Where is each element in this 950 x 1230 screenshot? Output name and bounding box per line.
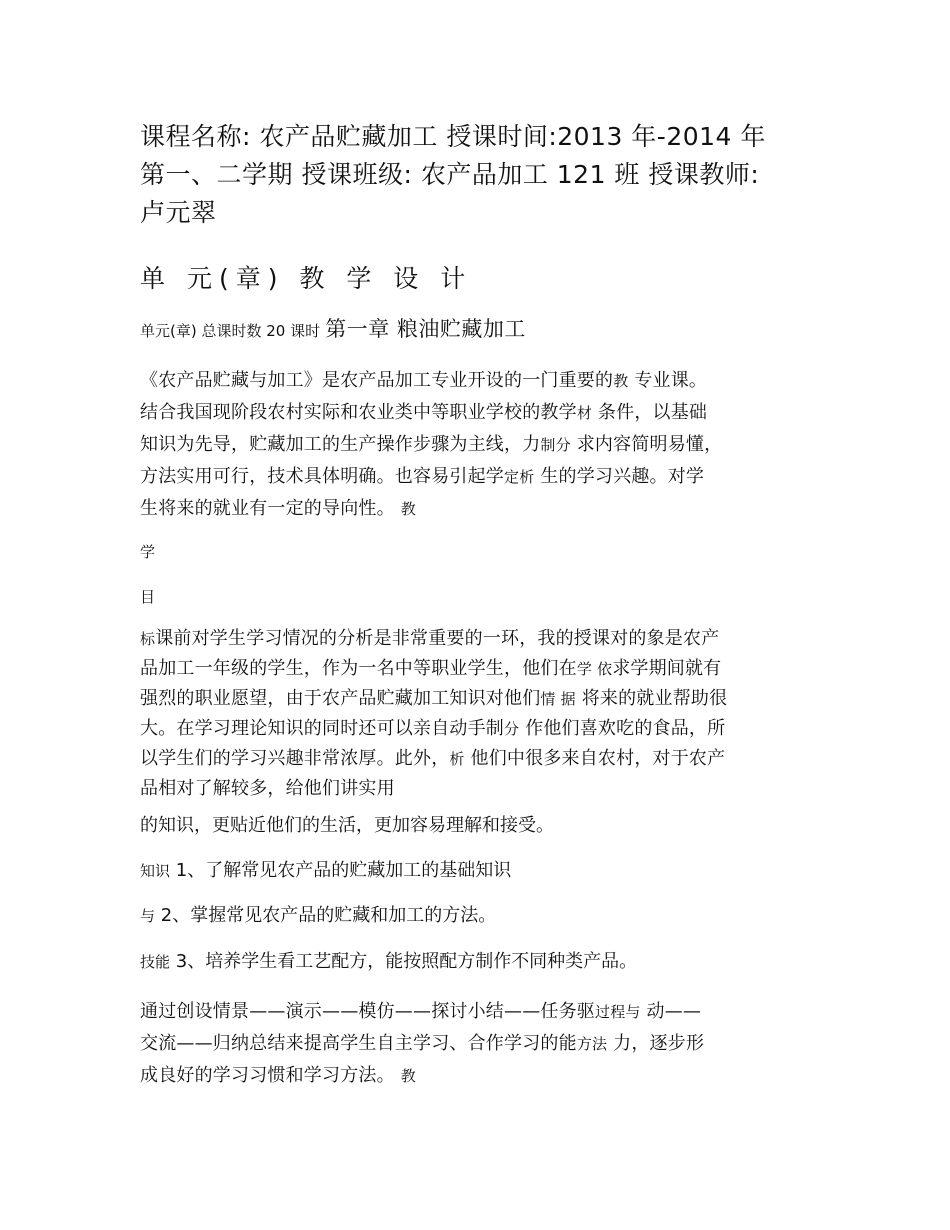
analysis-line-4 [140,714,820,744]
analysis-text: 大。在学习理论知识的同时还可以亲自动手制 [140,718,504,739]
intro-text: 方法实用可行，技术具体明确。也容易引起学 [140,466,504,487]
intro-text: 生的学习兴趣。对学 [534,466,705,487]
intro-text: 条件，以基础 [592,402,708,423]
process-text: 成良好的学习习惯和学习方法。 [140,1065,401,1086]
side-label: 标 [140,630,156,648]
intro-text: 结合我国现阶段农村实际和农业类中等职业学校的教学 [140,402,577,423]
intro-line-1 [140,365,820,397]
course-intro-paragraph [140,365,820,525]
header-line-2: 第一、二学期 授课班级: 农产品加工 121 班 授课教师: [140,160,760,189]
side-label: 过程与 [595,1003,641,1021]
side-label: 知识 [140,862,171,880]
objective-text: 2、掌握常见农产品的贮藏和加工的方法。 [155,905,497,926]
intro-text: 《农产品贮藏与加工》是农产品加工专业开设的一门重要的 [140,370,614,391]
analysis-text: 品相对了解较多，给他们讲实用 [140,778,395,799]
unit-hours-line [140,314,820,346]
header-line-3: 卢元翠 [140,198,217,227]
process-text: 交流——归纳总结来提高学生自主学习、合作学习的能 [140,1033,577,1054]
intro-line-2 [140,397,820,429]
analysis-text: 求学期间就有 [612,658,722,679]
intro-text: 求内容简明易懂， [570,434,723,455]
analysis-line-6 [140,774,820,803]
analysis-text: 强烈的职业愿望，由于农产品贮藏加工知识对他们 [140,688,541,709]
intro-text: 知识为先导，贮藏加工的生产操作步骤为主线，力 [140,434,541,455]
analysis-line-1 [140,624,820,654]
side-label: 技能 [140,953,171,971]
side-label: 学 依 [576,660,613,678]
objective-2 [140,902,820,930]
header-line-1: 课程名称: 农产品贮藏加工 授课时间:2013 年-2014 年 [140,122,766,151]
objective-1 [140,857,820,885]
unit-hours-label: 单元(章) 总课时数 20 课时 [140,322,321,340]
side-label: 分 [504,720,520,738]
side-label: 情 据 [540,690,576,708]
side-label-mu: 目 [140,588,156,606]
process-text: 力，逐步形 [607,1033,705,1054]
analysis-closing-line: 的知识，更贴近他们的生活，更加容易理解和接受。 [140,815,554,836]
objective-3 [140,948,820,976]
objective-text: 3、培养学生看工艺配方，能按照配方制作不同种类产品。 [170,951,638,972]
analysis-text: 作他们喜欢吃的食品，所 [519,718,726,739]
intro-text: 专业课。 [628,370,708,391]
analysis-line-3 [140,684,820,714]
side-label: 制分 [540,436,571,454]
intro-line-5 [140,493,820,525]
analysis-text: 以学生们的学习兴趣非常浓厚。此外， [140,748,450,769]
intro-text: 生将来的就业有一定的导向性。 [140,498,401,519]
process-line-1 [140,996,820,1028]
process-text: 通过创设情景——演示——模仿——探讨小结——任务驱 [140,1001,595,1022]
process-line-2 [140,1028,820,1060]
analysis-text: 课前对学生学习情况的分析是非常重要的一环，我的授课对的象是农产 [155,628,720,649]
side-label-xue: 学 [140,543,156,561]
intro-line-3 [140,429,820,461]
process-line-3 [140,1060,820,1092]
chapter-title: 第一章 粮油贮藏加工 [325,317,526,341]
side-label: 材 [576,404,593,422]
side-label: 与 [140,907,156,925]
student-analysis-paragraph [140,624,820,803]
analysis-text: 他们中很多来自农村，对于农产 [464,748,726,769]
analysis-text: 将来的就业帮助很 [575,688,728,709]
side-label: 教 [400,1067,416,1085]
intro-line-4 [140,461,820,493]
analysis-line-5 [140,744,820,774]
course-header [140,118,820,232]
analysis-line-2 [140,654,820,684]
side-label: 定析 [504,468,535,486]
process-text: 动—— [640,1001,702,1022]
unit-design-title: 单 元(章) 教 学 设 计 [140,264,473,293]
process-method-paragraph [140,996,820,1092]
objective-text: 1、了解常见农产品的贮藏加工的基础知识 [170,860,512,881]
side-label: 教 [613,372,629,390]
side-label: 析 [449,750,465,768]
side-label: 教 [400,500,416,518]
side-label: 方法 [576,1035,608,1053]
analysis-text: 品加工一年级的学生，作为一名中等职业学生，他们在 [140,658,577,679]
